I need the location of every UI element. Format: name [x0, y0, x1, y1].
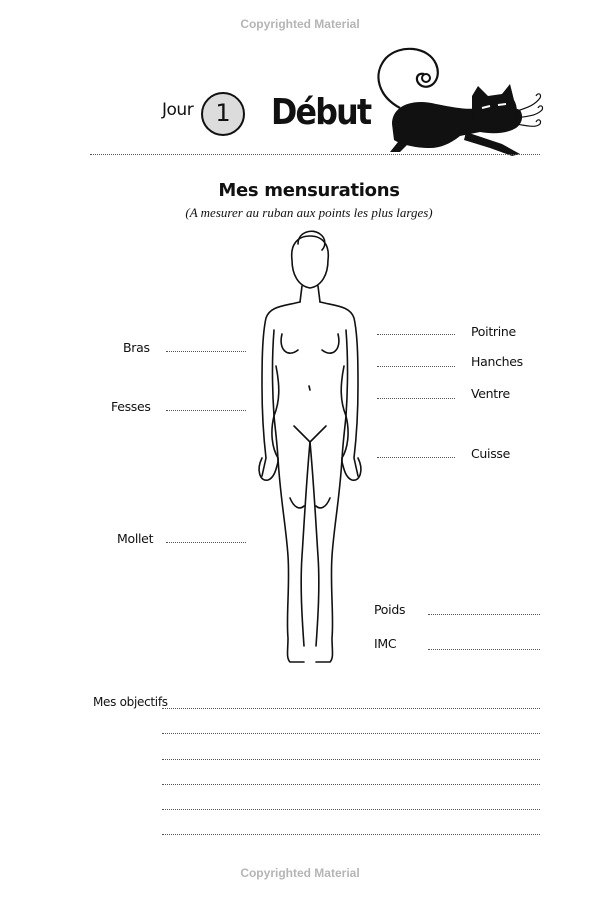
field-cuisse[interactable]: [377, 457, 455, 458]
section-title: Mes mensurations: [218, 180, 400, 201]
label-cuisse: Cuisse: [471, 446, 511, 461]
objectif-line[interactable]: [162, 784, 540, 785]
field-imc[interactable]: [428, 649, 540, 650]
page-title: Début: [271, 92, 371, 133]
field-poitrine[interactable]: [377, 334, 455, 335]
label-objectifs: Mes objectifs: [93, 695, 168, 709]
label-imc: IMC: [374, 636, 397, 651]
label-poids: Poids: [374, 602, 406, 617]
field-mollet[interactable]: [166, 542, 246, 543]
label-bras: Bras: [123, 340, 150, 355]
watermark-bottom: Copyrighted Material: [240, 866, 360, 880]
objectif-line[interactable]: [162, 809, 540, 810]
label-mollet: Mollet: [117, 531, 154, 546]
field-poids[interactable]: [428, 614, 540, 615]
label-hanches: Hanches: [471, 354, 523, 369]
field-ventre[interactable]: [377, 398, 455, 399]
day-number: 1: [215, 99, 231, 127]
watermark-top: Copyrighted Material: [240, 17, 360, 31]
header-rule: [90, 154, 540, 155]
cat-icon: [370, 44, 545, 159]
objectif-line[interactable]: [162, 733, 540, 734]
field-fesses[interactable]: [166, 410, 246, 411]
label-poitrine: Poitrine: [471, 324, 516, 339]
body-outline-icon: [250, 226, 370, 666]
field-hanches[interactable]: [377, 366, 455, 367]
objectif-line[interactable]: [162, 759, 540, 760]
objectif-line[interactable]: [162, 708, 540, 709]
label-ventre: Ventre: [471, 386, 510, 401]
field-bras[interactable]: [166, 351, 246, 352]
day-number-badge: [201, 92, 245, 136]
label-fesses: Fesses: [111, 399, 151, 414]
objectif-line[interactable]: [162, 834, 540, 835]
section-subtitle: (A mesurer au ruban aux points les plus larges): [185, 205, 433, 220]
jour-label: Jour: [162, 100, 194, 120]
